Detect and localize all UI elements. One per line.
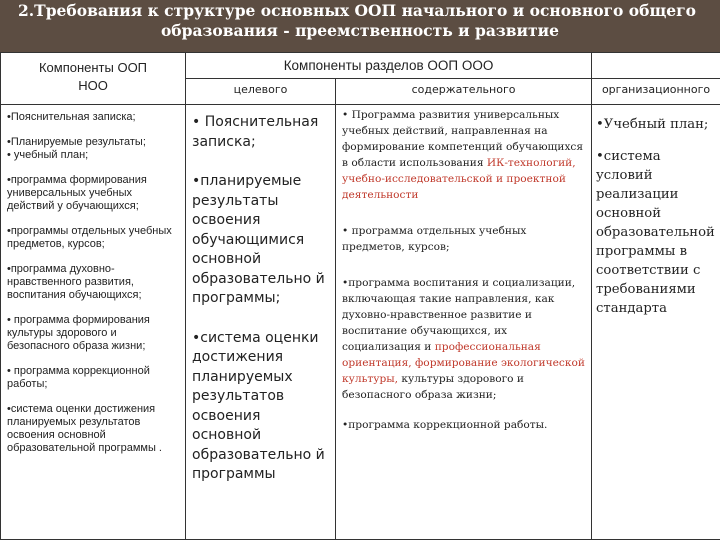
noo-item: •Пояснительная записка; xyxy=(7,111,136,123)
content-item: • программа отдельных учебных предметов, курсов; xyxy=(342,225,527,253)
noo-item: •Планируемые результаты; xyxy=(7,136,146,148)
content-item xyxy=(342,275,587,403)
content-item-text: •программа воспитания и социализации, включающая такие направления, как духовно-нравственное развитие и воспитание обучающихся, их социализация и xyxy=(342,277,576,353)
ooo-components-header: Компоненты разделов ООП ООО xyxy=(186,53,592,79)
org-item: •Учебный план; xyxy=(596,117,709,132)
noo-header-line-1: Компоненты ООП xyxy=(38,60,148,75)
noo-item: •программы отдельных учебных предметов, курсов; xyxy=(7,225,172,250)
content-item-text: культуры здорового и безопасного образа жизни; xyxy=(342,373,524,401)
target-section-header: целевого xyxy=(186,79,336,105)
content-item-highlight: ИК-технологий, учебно-исследовательской и проектной деятельности xyxy=(342,157,576,201)
org-item: •система условий реализации основной образовательной программы в соответствии с требованиями стандарта xyxy=(596,149,715,316)
target-item: •система оценки достижения планируемых результатов освоения основной образовательно й программы xyxy=(192,329,325,482)
noo-item: • программа коррекционной работы; xyxy=(7,365,150,390)
noo-item: •программа духовно-нравственного развития, воспитания обучающихся; xyxy=(7,263,142,301)
noo-header-line-2: НОО xyxy=(78,78,108,93)
noo-item: •программа формирования универсальных учебных действий у обучающихся; xyxy=(7,174,147,212)
noo-components-cell xyxy=(1,105,186,540)
content-item xyxy=(342,107,587,203)
noo-item: •система оценки достижения планируемых результатов освоения основной образовательной программы . xyxy=(7,403,162,454)
noo-item: • программа формирования культуры здорового и безопасного образа жизни; xyxy=(7,314,150,352)
requirements-table xyxy=(0,52,720,540)
content-item: •программа коррекционной работы. xyxy=(342,419,548,431)
target-item: •планируемые результаты освоения обучающимися основной образовательно й программы; xyxy=(192,173,325,306)
org-section-cell xyxy=(592,105,720,540)
content-item-text: • Программа развития универсальных учебных действий, направленная на формирование компетенций обучающихся в области использования xyxy=(342,109,584,169)
slide-title xyxy=(0,0,720,52)
content-item-highlight: профессиональная ориентация, формирование экологической культуры, xyxy=(342,341,585,385)
target-item: • Пояснительная записка; xyxy=(192,114,319,150)
header-empty-cell xyxy=(592,53,720,79)
slide-title-line-1: 2.Требования к структуре основных ООП начального и основного общего xyxy=(18,1,696,20)
noo-components-header xyxy=(1,53,186,105)
noo-item: • учебный план; xyxy=(7,149,89,161)
target-section-cell xyxy=(186,105,336,540)
content-section-header: содержательного xyxy=(336,79,592,105)
content-section-cell xyxy=(336,105,592,540)
org-section-header: организационного xyxy=(592,79,720,105)
slide-title-line-2: образования - преемственность и развитие xyxy=(160,21,560,40)
